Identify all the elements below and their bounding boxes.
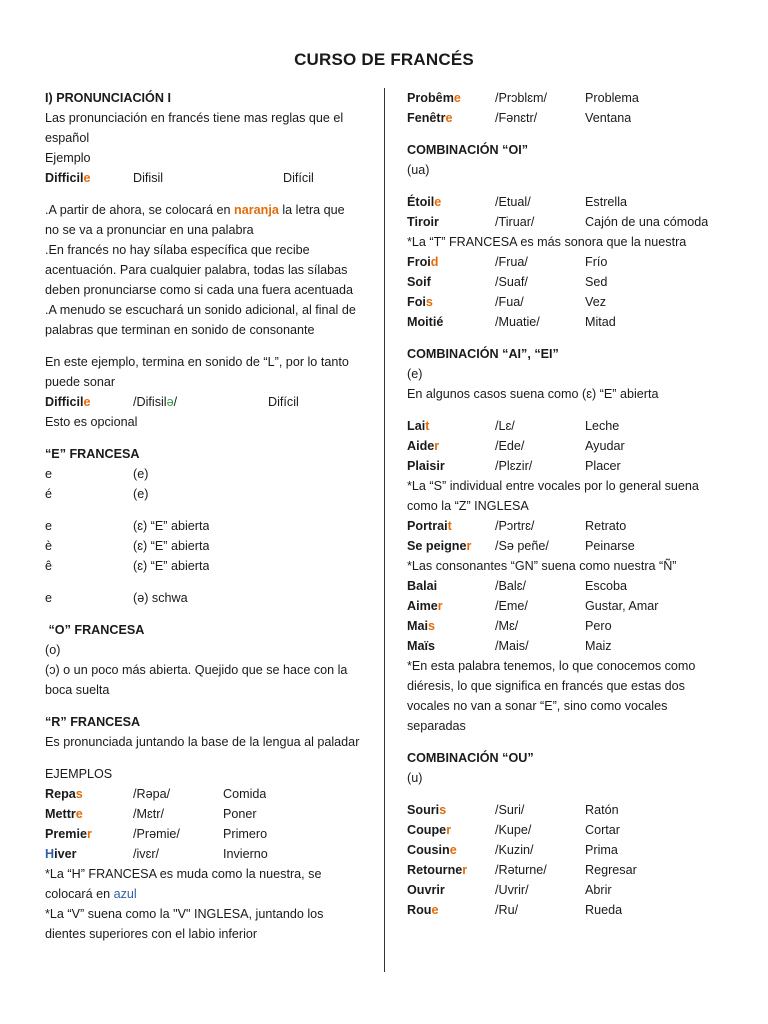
- french-word: [407, 212, 495, 232]
- word-stem: Balai: [407, 579, 438, 593]
- french-word: [45, 844, 133, 864]
- ejemplo-label: Ejemplo: [45, 151, 91, 165]
- spanish-translation: Rueda: [585, 903, 623, 917]
- paragraph-line: puede sonar: [45, 375, 116, 389]
- word-row: [407, 436, 737, 456]
- ou-heading: COMBINACIÓN “OU”: [407, 751, 534, 765]
- vowel-sound: (ə) schwa: [133, 591, 188, 605]
- spanish-translation: Ventana: [585, 111, 632, 125]
- silent-letter: s: [75, 787, 83, 801]
- paragraph-line: .En francés no hay sílaba específica que recibe: [45, 243, 310, 257]
- text: la letra que: [278, 203, 345, 217]
- example-row: [45, 392, 370, 412]
- spanish-translation: Ayudar: [585, 439, 625, 453]
- spanish-translation: Escoba: [585, 579, 628, 593]
- pronunciation: [133, 392, 268, 412]
- french-word: [407, 636, 495, 656]
- spanish-translation: Cajón de una cómoda: [585, 215, 709, 229]
- silent-letter: r: [434, 439, 440, 453]
- word-row: [407, 88, 737, 108]
- e-heading: “E” FRANCESA: [45, 447, 140, 461]
- french-word: [407, 292, 495, 312]
- word-stem: Tiroir: [407, 215, 439, 229]
- word-stem: Soif: [407, 275, 431, 289]
- spanish-translation: Retrato: [585, 519, 627, 533]
- vowel-row: [45, 484, 370, 504]
- word-row: [45, 804, 370, 824]
- french-word: [45, 824, 133, 844]
- vowel: ê: [45, 559, 53, 573]
- paragraph-line: (ɔ) o un poco más abierta. Quejido que se hace con la: [45, 663, 348, 677]
- french-word: [407, 616, 495, 636]
- vowel-sound: (ɛ) “E” abierta: [133, 519, 210, 533]
- sound-label: (e): [407, 367, 423, 381]
- pronunciation: /Balɛ/: [495, 579, 526, 593]
- left-column: [45, 88, 370, 944]
- word-stem: Rou: [407, 903, 432, 917]
- pronunciation: /Muatie/: [495, 315, 540, 329]
- word-stem: Probêm: [407, 91, 454, 105]
- french-word: [407, 108, 495, 128]
- pronunciation: /Rəturne/: [495, 863, 547, 877]
- azul-word: azul: [113, 887, 137, 901]
- word-row: [407, 880, 737, 900]
- note-line: *En esta palabra tenemos, lo que conocemos como: [407, 659, 696, 673]
- vowel: è: [45, 539, 53, 553]
- silent-letter: s: [428, 619, 436, 633]
- note-line: *Las consonantes “GN” suena como nuestra “Ñ”: [407, 559, 677, 573]
- spanish-translation: Difícil: [268, 395, 299, 409]
- word-stem: Difficil: [45, 395, 84, 409]
- note-line: *La “H” FRANCESA es muda como la nuestra, se: [45, 867, 322, 881]
- french-word: [407, 800, 495, 820]
- note-line: *La “S” individual entre vocales por lo general suena: [407, 479, 699, 493]
- french-word: [407, 900, 495, 920]
- spanish-translation: Mitad: [585, 315, 616, 329]
- vowel-sound: (ɛ) “E” abierta: [133, 559, 210, 573]
- pronunciation: /Suri/: [495, 803, 525, 817]
- vowel-row: [45, 464, 370, 484]
- note-line: [45, 884, 370, 904]
- pronunciation: /Frua/: [495, 255, 528, 269]
- text: colocará en: [45, 887, 114, 901]
- spanish-translation: Regresar: [585, 863, 637, 877]
- column-divider: [384, 88, 385, 972]
- word-stem: Repa: [45, 787, 76, 801]
- paragraph-line: (o): [45, 643, 61, 657]
- spanish-translation: Pero: [585, 619, 612, 633]
- silent-letter: d: [430, 255, 439, 269]
- french-word: [45, 784, 133, 804]
- word-row: [45, 784, 370, 804]
- oi-heading: COMBINACIÓN “OI”: [407, 143, 529, 157]
- paragraph-line: Es pronunciada juntando la base de la lengua al paladar: [45, 735, 360, 749]
- word-stem: Mettr: [45, 807, 76, 821]
- pronunciation: /Mais/: [495, 639, 529, 653]
- silent-letter: t: [447, 519, 452, 533]
- word-stem: Aime: [407, 599, 438, 613]
- word-stem: Ouvrir: [407, 883, 445, 897]
- paragraph-line: En algunos casos suena como (ɛ) “E” abierta: [407, 387, 659, 401]
- word-stem: Maïs: [407, 639, 435, 653]
- french-word: [407, 576, 495, 596]
- word-stem: Plaisir: [407, 459, 445, 473]
- paragraph-line: .A menudo se escuchará un sonido adicional, al final de: [45, 303, 356, 317]
- pronunciation: /Plɛzir/: [495, 459, 533, 473]
- silent-letter: e: [83, 171, 91, 185]
- pronunciation: /Tiruar/: [495, 215, 535, 229]
- vowel: e: [45, 467, 53, 481]
- naranja-word: naranja: [234, 203, 279, 217]
- pronunciation: /Ede/: [495, 439, 525, 453]
- text: .A partir de ahora, se colocará en: [45, 203, 235, 217]
- french-word: [407, 192, 495, 212]
- french-word: [407, 860, 495, 880]
- note-line: diéresis, lo que significa en francés que estas dos: [407, 679, 685, 693]
- pronunciation: /Ru/: [495, 903, 519, 917]
- pronunciation: /Sə peñe/: [495, 539, 549, 553]
- right-column: [407, 88, 737, 920]
- french-word: [407, 88, 495, 108]
- word-row: [407, 840, 737, 860]
- french-word: [407, 840, 495, 860]
- word-stem: Se peigne: [407, 539, 467, 553]
- paragraph-line: deben pronunciarse como si cada una fuera acentuada: [45, 283, 354, 297]
- pronunciation: /Eme/: [495, 599, 528, 613]
- paragraph-line: palabras que terminan en sonido de consonante: [45, 323, 315, 337]
- r-heading: “R” FRANCESA: [45, 715, 141, 729]
- section-heading: I) PRONUNCIACIÓN I: [45, 91, 171, 105]
- silent-letter: e: [431, 903, 439, 917]
- french-word: [45, 168, 133, 188]
- french-word: [407, 312, 495, 332]
- word-row: [407, 536, 737, 556]
- paragraph-line: no se va a pronunciar en una palabra: [45, 223, 254, 237]
- silent-letter: r: [87, 827, 92, 841]
- intro-line: español: [45, 131, 90, 145]
- vowel-sound: (e): [133, 487, 149, 501]
- schwa-letter: ə: [166, 395, 174, 409]
- spanish-translation: Invierno: [223, 847, 268, 861]
- pronunciation: /Mɛtr/: [133, 807, 164, 821]
- note-line: como la “Z” INGLESA: [407, 499, 529, 513]
- vowel-row: [45, 536, 370, 556]
- french-word: [407, 880, 495, 900]
- ai-heading: COMBINACIÓN “AI”, “EI”: [407, 347, 559, 361]
- spanish-translation: Difícil: [283, 171, 314, 185]
- o-heading: “O” FRANCESA: [45, 623, 145, 637]
- word-stem: Foi: [407, 295, 426, 309]
- spanish-translation: Ratón: [585, 803, 619, 817]
- word-stem: Cousin: [407, 843, 450, 857]
- word-row: [45, 844, 370, 864]
- note-line: vocales no van a sonar “E”, sino como vocales: [407, 699, 668, 713]
- silent-letter: e: [445, 111, 453, 125]
- pronunciation: /Kuzin/: [495, 843, 534, 857]
- french-word: [407, 252, 495, 272]
- paragraph-line: Esto es opcional: [45, 415, 138, 429]
- pronunciation: /Prɔblɛm/: [495, 91, 547, 105]
- spanish-translation: Peinarse: [585, 539, 635, 553]
- paragraph-line: [45, 200, 370, 220]
- word-row: [407, 516, 737, 536]
- silent-letter: e: [449, 843, 457, 857]
- note-line: *La “V” suena como la "V" INGLESA, juntando los: [45, 907, 324, 921]
- paragraph-line: En este ejemplo, termina en sonido de “L”, por lo tanto: [45, 355, 349, 369]
- spanish-translation: Abrir: [585, 883, 612, 897]
- word-row: [407, 596, 737, 616]
- french-word: [407, 536, 495, 556]
- word-stem: iver: [54, 847, 77, 861]
- pronunciation: /Fənɛtr/: [495, 111, 538, 125]
- page-title: CURSO DE FRANCÉS: [294, 50, 474, 69]
- spanish-translation: Primero: [223, 827, 268, 841]
- word-row: [407, 800, 737, 820]
- french-word: [407, 416, 495, 436]
- word-stem: Difficil: [45, 171, 84, 185]
- silent-letter: r: [466, 539, 472, 553]
- vowel-sound: (ɛ) “E” abierta: [133, 539, 210, 553]
- spanish-translation: Placer: [585, 459, 621, 473]
- word-row: [407, 212, 737, 232]
- word-stem: Froi: [407, 255, 431, 269]
- vowel: e: [45, 591, 53, 605]
- word-stem: Coupe: [407, 823, 447, 837]
- spanish-translation: Frío: [585, 255, 608, 269]
- ipa-text: /Difisil: [133, 395, 167, 409]
- word-row: [407, 312, 737, 332]
- word-row: [407, 292, 737, 312]
- french-word: [407, 516, 495, 536]
- word-stem: Mai: [407, 619, 428, 633]
- word-row: [407, 192, 737, 212]
- spanish-translation: Comida: [223, 787, 267, 801]
- example-row: [45, 168, 370, 188]
- word-row: [407, 416, 737, 436]
- paragraph-line: boca suelta: [45, 683, 110, 697]
- vowel-row: [45, 516, 370, 536]
- vowel: e: [45, 519, 53, 533]
- word-stem: Souri: [407, 803, 440, 817]
- vowel-row: [45, 588, 370, 608]
- spanish-translation: Poner: [223, 807, 257, 821]
- word-row: [407, 616, 737, 636]
- word-row: [407, 252, 737, 272]
- word-row: [407, 576, 737, 596]
- intro-line: Las pronunciación en francés tiene mas reglas que el: [45, 111, 344, 125]
- word-stem: Moitié: [407, 315, 444, 329]
- sound-label: (u): [407, 771, 423, 785]
- word-stem: Étoil: [407, 195, 435, 209]
- word-stem: Premie: [45, 827, 88, 841]
- spanish-translation: Problema: [585, 91, 639, 105]
- spanish-translation: Leche: [585, 419, 620, 433]
- note-line: dientes superiores con el labio inferior: [45, 927, 258, 941]
- french-word: [407, 456, 495, 476]
- spanish-translation: Maiz: [585, 639, 612, 653]
- word-stem: Aide: [407, 439, 435, 453]
- spanish-translation: Vez: [585, 295, 607, 309]
- silent-letter: r: [462, 863, 468, 877]
- french-word: [407, 596, 495, 616]
- word-row: [407, 860, 737, 880]
- h-letter: H: [45, 847, 55, 861]
- note-line: *La “T” FRANCESA es más sonora que la nuestra: [407, 235, 687, 249]
- paragraph-line: acentuación. Para cualquier palabra, todas las sílabas: [45, 263, 348, 277]
- word-stem: Fenêtr: [407, 111, 446, 125]
- silent-letter: r: [446, 823, 452, 837]
- word-row: [407, 820, 737, 840]
- pronunciation: /Pɔrtrɛ/: [495, 519, 535, 533]
- silent-letter: s: [439, 803, 447, 817]
- word-row: [45, 824, 370, 844]
- silent-letter: e: [453, 91, 461, 105]
- ipa-text: /: [173, 395, 178, 409]
- silent-letter: r: [437, 599, 443, 613]
- word-row: [407, 108, 737, 128]
- pronunciation: /Lɛ/: [495, 419, 515, 433]
- silent-letter: e: [434, 195, 442, 209]
- pronunciation: /Suaf/: [495, 275, 528, 289]
- word-stem: Portrai: [407, 519, 448, 533]
- pronunciation: /Kupe/: [495, 823, 532, 837]
- silent-letter: e: [83, 395, 91, 409]
- vowel-row: [45, 556, 370, 576]
- pronunciation: /Uvrir/: [495, 883, 529, 897]
- silent-letter: e: [75, 807, 83, 821]
- pronunciation: /Etual/: [495, 195, 531, 209]
- pronunciation: /Fua/: [495, 295, 524, 309]
- pronunciation: /Prəmie/: [133, 827, 180, 841]
- word-row: [407, 636, 737, 656]
- spanish-translation: Prima: [585, 843, 618, 857]
- spanish-translation: Cortar: [585, 823, 620, 837]
- silent-letter: t: [425, 419, 430, 433]
- word-stem: Retourne: [407, 863, 463, 877]
- pronunciation: Difisil: [133, 171, 164, 185]
- french-word: [45, 392, 133, 412]
- word-row: [407, 272, 737, 292]
- pronunciation: /Mɛ/: [495, 619, 519, 633]
- pronunciation: /ivɛr/: [133, 847, 160, 861]
- french-word: [407, 272, 495, 292]
- vowel: é: [45, 487, 53, 501]
- word-stem: Lai: [407, 419, 426, 433]
- spanish-translation: Estrella: [585, 195, 627, 209]
- spanish-translation: Sed: [585, 275, 608, 289]
- spanish-translation: Gustar, Amar: [585, 599, 659, 613]
- pronunciation: /Rəpa/: [133, 787, 171, 801]
- ejemplos-heading: EJEMPLOS: [45, 767, 113, 781]
- french-word: [407, 820, 495, 840]
- silent-letter: s: [425, 295, 433, 309]
- word-row: [407, 456, 737, 476]
- vowel-sound: (e): [133, 467, 149, 481]
- french-word: [45, 804, 133, 824]
- sound-label: (ua): [407, 163, 430, 177]
- note-line: separadas: [407, 719, 466, 733]
- word-row: [407, 900, 737, 920]
- french-word: [407, 436, 495, 456]
